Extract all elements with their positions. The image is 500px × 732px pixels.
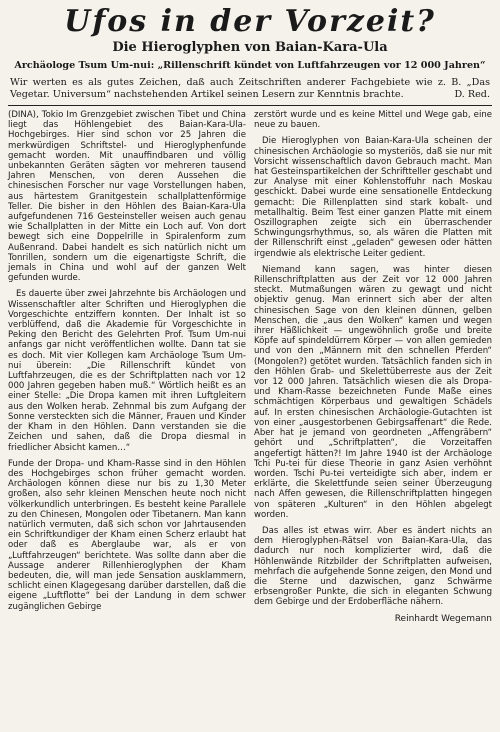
right-column <box>254 110 492 624</box>
paragraph: Niemand kann sagen, was hinter diesen Rillenschriftplatten aus der Zeit vor 12 000 Jahren steckt. Mutmaßungen wären zu gewagt und nicht objektiv genug. Man erinnert sich aber der alten chinesischen Sage von den kleinen dünnen, gelben Menschen, die „aus den Wolken“ kamen und wegen ihrer Häßlichkeit — ungewöhnlich große und breite Köpfe auf spindeldürrem Körper — von allen gemieden und von den „Männern mit den schnellen Pferden“ (Mongolen?) getötet wurden. Tatsächlich fanden sich in den Höhlen Grab- und Skelettüberreste aus der Zeit vor 12 000 Jahren. Tatsächlich wiesen die als Dropa- und Kham-Rasse bezeichneten Funde Maße eines schmächtigen Körperbaus und gewaltigen Schädels auf. In ersten chinesischen Archäologie-Gutachten ist von einer „ausgestorbenen Gebirgsaffenart“ die Rede. Aber hat je jemand von geordneten „Affengräbern“ gehört und „Schriftplatten“, die Vorzeitaffen angefertigt hätten?! Im Jahre 1940 ist der Archäologe Tchi Pu-tei für diese Theorie in ganz Asien verhöhnt worden. Tschi Pu-tei verteidigte sich aber, indem er erklärte, die Skelettfunde seien seiner Überzeugung nach Affen gewesen, die Rillenschriftplatten hingegen von späteren „Kulturen“ in den Höhlen abgelegt worden. <box>254 264 492 520</box>
divider <box>8 105 492 106</box>
kicker-line: Archäologe Tsum Um-nui: „Rillenschrift kündet von Luftfahrzeugen vor 12 000 Jahren“ <box>14 60 486 71</box>
paragraph: Das alles ist etwas wirr. Aber es ändert nichts an dem Hieroglyphen-Rätsel von Baian-Kara-Ula, das dadurch nur noch komplizierter wird, daß die Höhlenwände Ritzbilder der Schriftplatten aufweisen, mehrfach die aufgehende Sonne zeigen, den Mond und die Sterne und dazwischen, ganz Schwärme erbsengroßer Punkte, die sich in eleganten Schwung dem Gebirge und der Erdoberfläche nähern. <box>254 525 492 608</box>
paragraph: Funde der Dropa- und Kham-Rasse sind in den Höhlen des Hochgebirges schon früher gemacht worden. Archäologen können diese nur bis zu 1,30 Meter großen, also sehr kleinen Menschen heute noch nicht völkerkundlich unterbringen. Es besteht keine Parallele zu den Chinesen, Mongolen oder Tibetanern. Man kann natürlich vermuten, daß sich schon vor Jahrtausenden ein Schriftkundiger der Kham einen Scherz erlaubt hat oder daß es Aberglaube war, als er von „Luftfahrzeugen“ berichtete. Was sollte dann aber die Aussage anderer Rillenhieroglyphen der Kham bedeuten, die, will man jede Sensation ausklammern, schlicht einen Klagegesang darüber darstellen, daß die eigene „Luftflotte“ bei der Landung in dem schwer zugänglichen Gebirge <box>8 458 246 612</box>
left-column <box>8 110 246 618</box>
author-byline: Reinhardt Wegemann <box>394 613 492 624</box>
paragraph: Es dauerte über zwei Jahrzehnte bis Archäologen und Wissenschaftler alter Schriften und Hieroglyphen die Vorgeschichte entziffern konnten. Der Inhalt ist so verblüffend, daß die Akademie für Vorgeschichte in Peking den Bericht des Gelehrten Prof. Tsum Um-nui anfangs gar nicht veröffentlichen wollte. Dann tat sie es doch. Mit vier Kollegen kam Archäologe Tsum Um-nui überein: „Die Rillenschrift kündet von Luftfahrzeugen, die es der Schriftplatten nach vor 12 000 Jahren gegeben haben muß.“ Wörtlich heißt es an einer Stelle: „Die Dropa kamen mit ihren Luftgleitern aus den Wolken herab. Zehnmal bis zum Aufgang der Sonne versteckten sich die Männer, Frauen und Kinder der Kham in den Höhlen. Dann verstanden sie die Zeichen und sahen, daß die Dropa diesmal in friedlicher Absicht kamen…“ <box>8 289 246 453</box>
paragraph: zerstört wurde und es keine Mittel und Wege gab, eine neue zu bauen. <box>254 110 492 131</box>
editorial-intro <box>8 77 492 101</box>
article-columns <box>8 110 492 624</box>
paragraph: Die Hieroglyphen von Baian-Kara-Ula scheinen der chinesischen Archäologie so mysteriös, daß sie nur mit Vorsicht wissenschaftlich davon Gebrauch macht. Man hat Gesteinspartikelchen der Schriftteller geschabt und zur Analyse mit einer Kohlenstoffuhr nach Moskau geschickt. Dabei wurde eine sensationelle Entdeckung gemacht: Die Rillenplatten sind stark kobalt- und metallhaltig. Beim Test einer ganzen Platte mit einem Oszillographen zeigte sich ein überraschender Schwingungsrhythmus, so, als wären die Platten mit der Rillenschrift einst „geladen“ gewesen oder hätten irgendwie als elektrische Leiter gedient. <box>254 136 492 259</box>
headline: Ufos in der Vorzeit? <box>64 4 436 39</box>
intro-text: Wir werten es als gutes Zeichen, daß auch Zeitschriften anderer Fachgebiete wie z. B. „Das Vegetar. Universum“ nachstehenden Artikel seinen Lesern zur Kenntnis brachte. <box>10 77 490 100</box>
paragraph: (DINA), Tokio Im Grenzgebiet zwischen Tibet und China liegt das Höhlengebiet des Baian-Kara-Ula-Hochgebirges. Hier sind schon vor 25 Jahren die merkwürdigen Schriftstel- und Hieroglyphenfunde gemacht worden. Mit unauffindbaren und völlig unbekannten Geräten sägten vor mehreren tausend Jahren Menschen, von deren Aussehen die chinesischen Forscher nur vage Vorstellungen haben, aus härtestem Granitgestein schallplattenförmige Teller. Die bisher in den Höhlen des Baian-Kara-Ula aufgefundenen 716 Gesteinsteller weisen auch genau wie Schallplatten in der Mitte ein Loch auf. Von dort bewegt sich eine Doppelrille in Spiralenform zum Außenrand. Dabei handelt es sich natürlich nicht um Tonrillen, sondern um die eigenartigste Schrift, die jemals in China und wohl auf der ganzen Welt gefunden wurde. <box>8 110 246 284</box>
subheadline: Die Hieroglyphen von Baian-Kara-Ula <box>112 40 388 55</box>
intro-signature: D. Red. <box>454 89 490 100</box>
